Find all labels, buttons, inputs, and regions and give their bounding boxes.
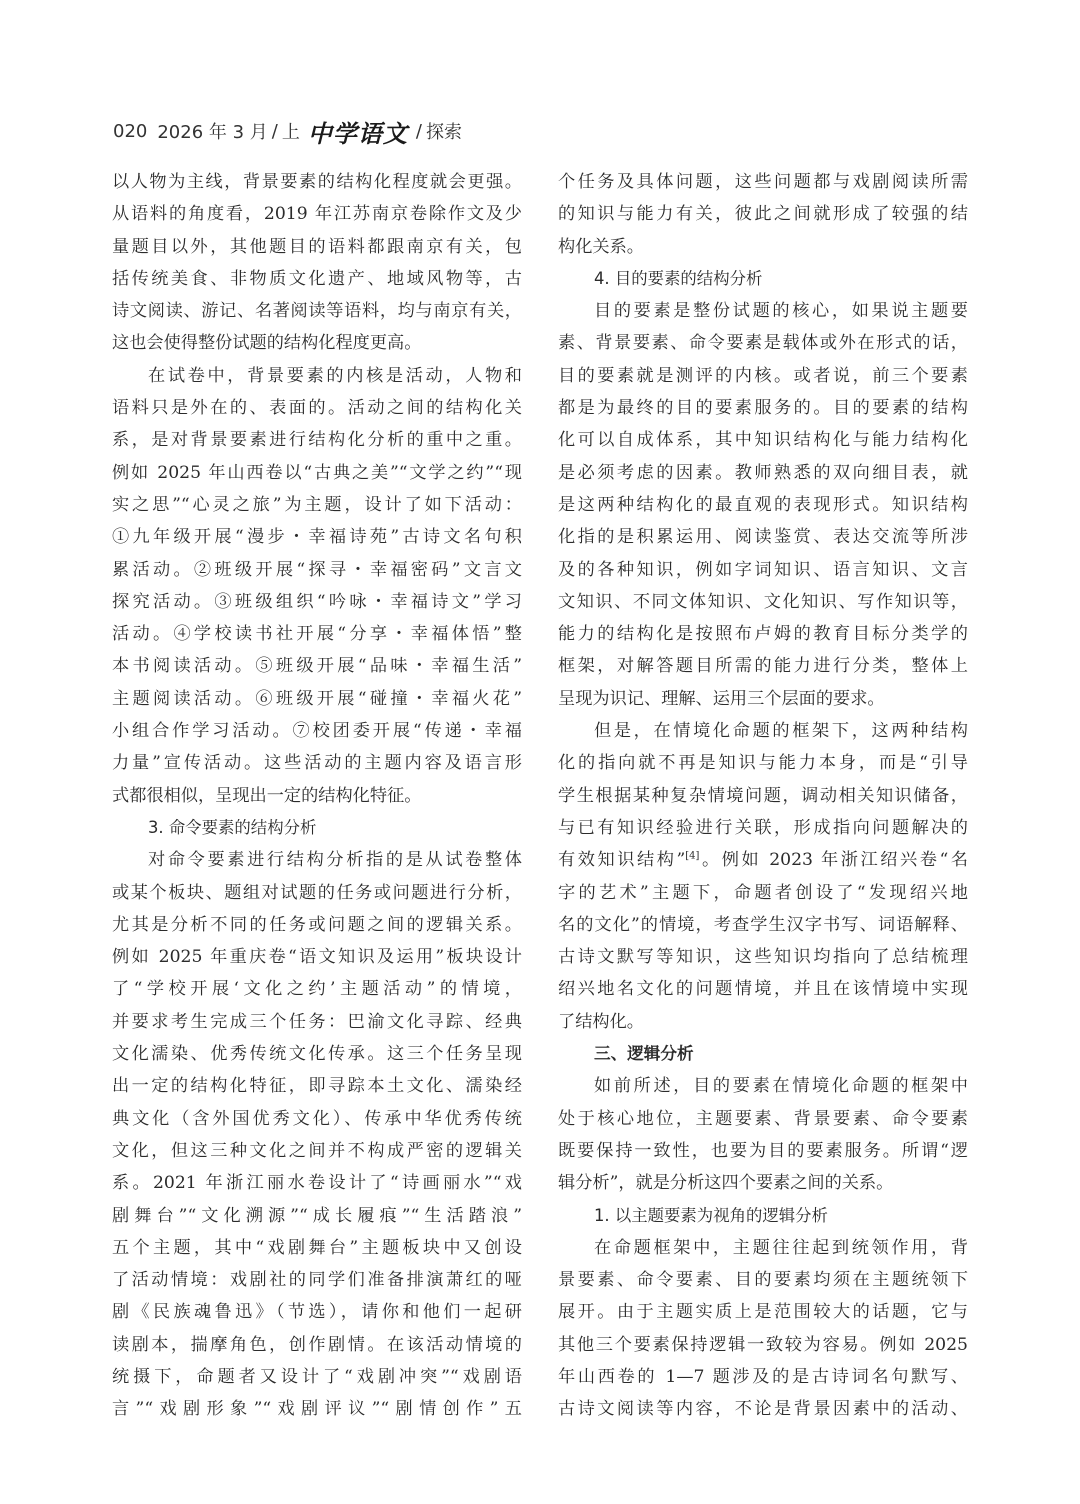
text-line: 或某个板块、题组对试题的任务或问题进行分析， [112,882,522,903]
text-line: 剧《民族魂鲁迅》（节选），请你和他们一起研 [112,1302,522,1323]
text-line: 古诗文阅读等内容，不论是背景因素中的活动、 [558,1399,968,1420]
text-line: 是这两种结构化的最直观的表现形式。知识结构 [558,494,968,515]
citation-marker: [4] [685,850,700,862]
text-line: 并要求考生完成三个任务：巴渝文化寻踪、经典 [112,1011,522,1032]
text-line: 但是，在情境化命题的框架下，这两种结构 [594,721,968,742]
text-line: 文知识、不同文体知识、文化知识、写作知识等， [558,591,968,612]
text-line: 从语料的角度看，2019 年江苏南京卷除作文及少 [112,204,522,225]
left-text-column [112,166,522,1426]
running-header [113,114,462,148]
text-line: 绍兴地名文化的问题情境，并且在该情境中实现 [558,979,968,1000]
text-line: 主题阅读活动。⑥班级开展“碰撞・幸福火花” [112,688,522,709]
text-line: 这也会使得整份试题的结构化程度更高。 [112,333,422,354]
text-line: 三、逻辑分析 [594,1044,694,1064]
text-line: 在命题框架中，主题往往起到统领作用，背 [594,1237,968,1258]
text-line: ①九年级开展“漫步・幸福诗苑”古诗文名句积 [112,527,522,548]
text-line: 五个主题，其中“戏剧舞台”主题板块中又创设 [112,1237,522,1258]
text-line: 有效知识结构”[4]。例如 2023 年浙江绍兴卷“名 [558,850,968,871]
text-line: 化的指向就不再是知识与能力本身，而是“引导 [558,753,968,774]
header-separator: / [415,120,422,142]
right-text-column [558,166,968,1426]
text-line: 化可以自成体系，其中知识结构化与能力结构化 [558,430,968,451]
text-line: 对命令要素进行结构分析指的是从试卷整体 [148,850,522,871]
journal-logo: 中学语文 [307,118,408,148]
text-line: 出一定的结构化特征，即寻踪本土文化、濡染经 [112,1076,522,1097]
text-line: 其他三个要素保持逻辑一致较为容易。例如 2025 [558,1334,968,1355]
text-line: 名的文化”的情境，考查学生汉字书写、词语解释、 [558,914,968,935]
section-name: 探索 [425,122,462,143]
text-line: 累活动。②班级开展“探寻・幸福密码”文言文 [112,559,522,580]
text-line: 学生根据某种复杂情境问题，调动相关知识储备， [558,785,968,806]
text-line: 典文化（含外国优秀文化）、传承中华优秀传统 [112,1108,522,1129]
text-line: 既要保持一致性，也要为目的要素服务。所谓“逻 [558,1140,968,1161]
text-line: 活动。④学校读书社开展“分享・幸福体悟”整 [112,624,522,645]
text-line: 能力的结构化是按照布卢姆的教育目标分类学的 [558,624,968,645]
text-line: 与已有知识经验进行关联，形成指向问题解决的 [558,817,968,838]
text-line: 1. 以主题要素为视角的逻辑分析 [594,1205,828,1225]
text-line: 本书阅读活动。⑤班级开展“品味・幸福生活” [112,656,522,677]
text-line: 古诗文默写等知识，这些知识均指向了总结梳理 [558,947,968,968]
text-line: 式都很相似，呈现出一定的结构化特征。 [112,785,422,806]
text-line: 处于核心地位，主题要素、背景要素、命令要素 [558,1108,968,1129]
text-line: 读剧本，揣摩角色，创作剧情。在该活动情境的 [112,1334,522,1355]
text-line: 的知识与能力有关，彼此之间就形成了较强的结 [558,204,968,225]
text-line: 目的要素就是测评的内核。或者说，前三个要素 [558,365,968,386]
text-line: 年山西卷的 1—7 题涉及的是古诗词名句默写、 [558,1366,968,1387]
text-line: 文化，但这三种文化之间并不构成严密的逻辑关 [112,1140,522,1161]
text-line: 素、背景要素、命令要素是载体或外在形式的话， [558,333,968,354]
text-line: 字的艺术”主题下，命题者创设了“发现绍兴地 [558,882,968,903]
text-line: 例如 2025 年山西卷以“古典之美”“文学之约”“现 [112,462,522,483]
text-line: 例如 2025 年重庆卷“语文知识及运用”板块设计 [112,947,522,968]
text-line: 了活动情境：戏剧社的同学们准备排演萧红的哑 [112,1270,522,1291]
text-line: 剧舞台”“文化溯源”“成长履痕”“生活踏浪” [112,1205,522,1226]
text-line: 探究活动。③班级组织“吟咏・幸福诗文”学习 [112,591,522,612]
text-line: 尤其是分析不同的任务或问题之间的逻辑关系。 [112,914,522,935]
text-line: 框架，对解答题目所需的能力进行分类，整体上 [558,656,968,677]
text-line: 量题目以外，其他题目的语料都跟南京有关，包 [112,236,522,257]
text-line: 3. 命令要素的结构分析 [148,817,317,837]
text-line: 展开。由于主题实质上是范围较大的话题，它与 [558,1302,968,1323]
text-line: 系。2021 年浙江丽水卷设计了“诗画丽水”“戏 [112,1173,522,1194]
text-line: 化指的是积累运用、阅读鉴赏、表达交流等所涉 [558,527,968,548]
text-line: 力量”宣传活动。这些活动的主题内容及语言形 [112,753,522,774]
page-number: 020 [113,120,148,142]
text-line: 实之思”“心灵之旅”为主题，设计了如下活动： [112,494,522,515]
text-line: 诗文阅读、游记、名著阅读等语料，均与南京有关， [112,301,522,322]
text-line: 系，是对背景要素进行结构化分析的重中之重。 [112,430,522,451]
text-line: 以人物为主线，背景要素的结构化程度就会更强。 [112,172,522,192]
text-line: 小组合作学习活动。⑦校团委开展“传递・幸福 [112,721,522,742]
text-line: 言”“戏剧形象”“戏剧评议”“剧情创作”五 [112,1399,522,1420]
issue-date: 2026 年 3 月 [157,122,268,143]
text-line: 4. 目的要素的结构分析 [594,268,763,288]
text-line: 文化濡染、优秀传统文化传承。这三个任务呈现 [112,1044,522,1065]
text-line: 是必须考虑的因素。教师熟悉的双向细目表，就 [558,462,968,483]
text-line: 了结构化。 [558,1011,644,1032]
text-line: 目的要素是整份试题的核心，如果说主题要 [594,301,968,322]
text-line: 景要素、命令要素、目的要素均须在主题统领下 [558,1270,968,1291]
issue-part: 上 [281,122,300,143]
text-line: 在试卷中，背景要素的内核是活动，人物和 [148,365,522,386]
text-line: 如前所述，目的要素在情境化命题的框架中 [594,1076,968,1097]
text-line: 呈现为识记、理解、运用三个层面的要求。 [558,688,885,709]
text-line: 构化关系。 [558,236,644,257]
text-line: 及的各种知识，例如字词知识、语言知识、文言 [558,559,968,580]
text-line: 个任务及具体问题，这些问题都与戏剧阅读所需 [558,172,968,192]
text-line: 统摄下，命题者又设计了“戏剧冲突”“戏剧语 [112,1366,522,1387]
text-line: 辑分析”，就是分析这四个要素之间的关系。 [558,1173,894,1194]
text-line: 括传统美食、非物质文化遗产、地域风物等，古 [112,268,522,289]
text-line: 语料只是外在的、表面的。活动之间的结构化关 [112,398,522,419]
text-line: 了“学校开展‘文化之约’主题活动”的情境， [112,979,522,1000]
text-line: 都是为最终的目的要素服务的。目的要素的结构 [558,398,968,419]
header-separator: / [271,120,278,142]
